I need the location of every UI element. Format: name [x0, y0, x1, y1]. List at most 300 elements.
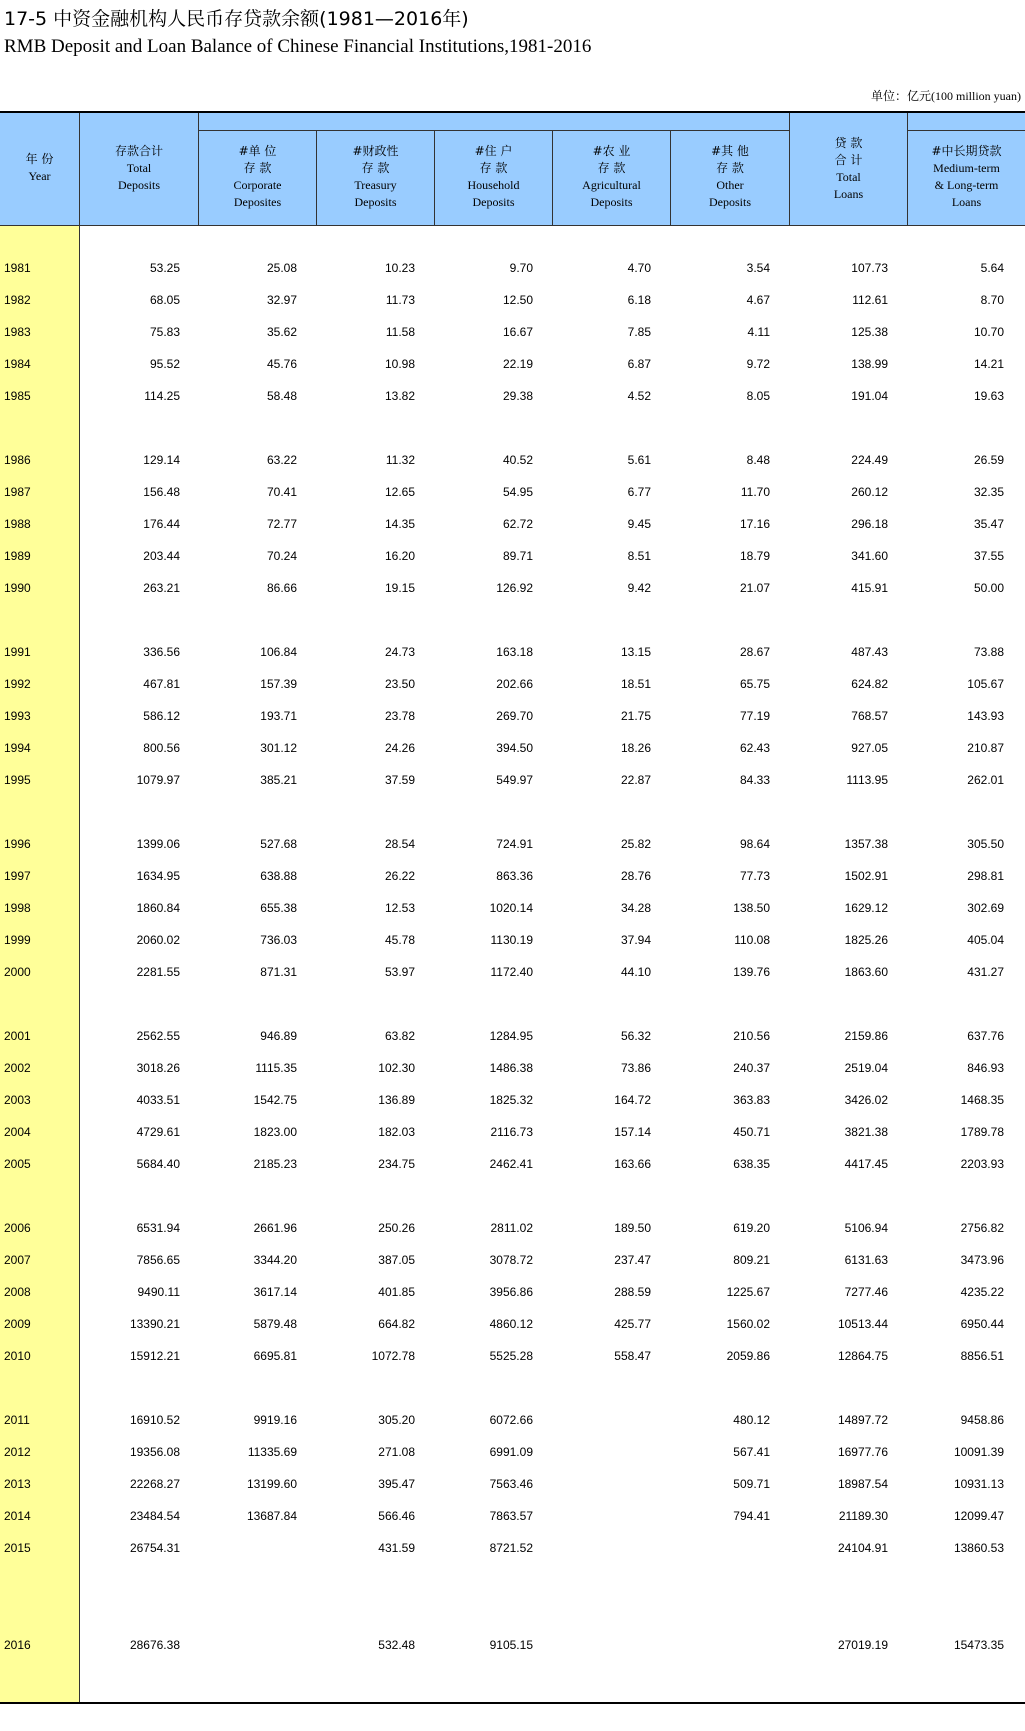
total-loans-cell: 1825.26 — [844, 933, 888, 947]
table-row — [0, 1636, 1025, 1656]
agricultural-deposits-cell: 157.14 — [614, 1125, 651, 1139]
corporate-deposits-cell: 35.62 — [266, 325, 297, 339]
treasury-deposits-cell: 45.78 — [384, 933, 415, 947]
long-term-loans-cell: 26.59 — [973, 453, 1004, 467]
treasury-deposits-cell: 271.08 — [378, 1445, 415, 1459]
page-title-cn: 17-5 中资金融机构人民币存贷款余额(1981—2016年) — [4, 8, 469, 30]
header-total-loans — [790, 113, 908, 226]
household-deposits-cell: 1130.19 — [490, 933, 533, 947]
agricultural-deposits-cell: 56.32 — [620, 1029, 651, 1043]
corporate-deposits-cell: 70.24 — [266, 549, 297, 563]
total-deposits-cell: 16910.52 — [129, 1413, 180, 1427]
other-deposits-cell: 9.72 — [746, 357, 770, 371]
total-deposits-cell: 467.81 — [143, 677, 180, 691]
agricultural-deposits-cell: 164.72 — [614, 1093, 651, 1107]
table-row — [0, 1411, 1025, 1431]
corporate-deposits-cell: 385.21 — [260, 773, 297, 787]
agricultural-deposits-cell: 22.87 — [620, 773, 651, 787]
agricultural-deposits-cell: 8.51 — [627, 549, 651, 563]
other-deposits-cell: 4.11 — [747, 325, 770, 339]
total-loans-cell: 24104.91 — [837, 1541, 888, 1555]
total-loans-cell: 3426.02 — [844, 1093, 888, 1107]
treasury-deposits-cell: 11.73 — [385, 293, 415, 307]
treasury-deposits-cell: 63.82 — [384, 1029, 415, 1043]
agricultural-deposits-cell: 7.85 — [627, 325, 651, 339]
long-term-loans-cell: 262.01 — [967, 773, 1004, 787]
corporate-deposits-cell: 5879.48 — [253, 1317, 297, 1331]
corporate-deposits-cell: 736.03 — [260, 933, 297, 947]
agricultural-deposits-cell: 28.76 — [620, 869, 651, 883]
agricultural-deposits-cell: 425.77 — [614, 1317, 651, 1331]
year-cell: 2005 — [4, 1157, 31, 1171]
corporate-deposits-cell: 11335.69 — [247, 1445, 297, 1459]
total-deposits-cell: 23484.54 — [129, 1509, 180, 1523]
total-loans-cell: 12864.75 — [837, 1349, 888, 1363]
other-deposits-cell: 17.16 — [739, 517, 770, 531]
other-deposits-cell: 210.56 — [733, 1029, 770, 1043]
header-year-cn: 年 份 — [25, 152, 54, 166]
long-term-loans-cell: 35.47 — [973, 517, 1004, 531]
long-term-loans-cell: 37.55 — [973, 549, 1004, 563]
household-deposits-cell: 2462.41 — [489, 1157, 533, 1171]
long-term-loans-cell: 12099.47 — [953, 1509, 1004, 1523]
treasury-deposits-cell: 136.89 — [378, 1093, 415, 1107]
corporate-deposits-cell: 13687.84 — [246, 1509, 297, 1523]
treasury-deposits-cell: 664.82 — [378, 1317, 415, 1331]
household-deposits-cell: 3956.86 — [489, 1285, 533, 1299]
agricultural-deposits-cell: 25.82 — [620, 837, 651, 851]
table-row — [0, 1475, 1025, 1495]
total-loans-cell: 296.18 — [851, 517, 888, 531]
year-cell: 2008 — [4, 1285, 31, 1299]
total-deposits-cell: 19356.08 — [129, 1445, 180, 1459]
year-cell: 1990 — [4, 581, 31, 595]
treasury-deposits-cell: 28.54 — [384, 837, 415, 851]
corporate-deposits-cell: 946.89 — [260, 1029, 297, 1043]
header-year — [0, 113, 80, 226]
total-deposits-cell: 336.56 — [143, 645, 180, 659]
total-loans-cell: 260.12 — [851, 485, 888, 499]
total-deposits-cell: 22268.27 — [129, 1477, 180, 1491]
household-deposits-cell: 62.72 — [502, 517, 533, 531]
long-term-loans-cell: 73.88 — [973, 645, 1004, 659]
corporate-deposits-cell: 86.66 — [266, 581, 297, 595]
total-deposits-cell: 1634.95 — [136, 869, 180, 883]
treasury-deposits-cell: 566.46 — [378, 1509, 415, 1523]
corporate-deposits-cell: 1542.75 — [253, 1093, 297, 1107]
year-cell: 1987 — [4, 485, 31, 499]
treasury-deposits-cell: 10.23 — [384, 261, 415, 275]
household-deposits-cell: 1486.38 — [489, 1061, 533, 1075]
long-term-loans-cell: 6950.44 — [960, 1317, 1004, 1331]
corporate-deposits-cell: 655.38 — [260, 901, 297, 915]
header-long-term-cn: #中长期贷款 — [931, 144, 1002, 158]
total-deposits-cell: 1860.84 — [136, 901, 180, 915]
long-term-loans-cell: 210.87 — [967, 741, 1004, 755]
treasury-deposits-cell: 395.47 — [378, 1477, 415, 1491]
other-deposits-cell: 77.19 — [739, 709, 770, 723]
long-term-loans-cell: 3473.96 — [960, 1253, 1004, 1267]
total-deposits-cell: 53.25 — [149, 261, 180, 275]
agricultural-deposits-cell: 288.59 — [614, 1285, 651, 1299]
corporate-deposits-cell: 3617.14 — [253, 1285, 297, 1299]
treasury-deposits-cell: 14.35 — [384, 517, 415, 531]
other-deposits-cell: 8.05 — [746, 389, 770, 403]
treasury-deposits-cell: 431.59 — [378, 1541, 415, 1555]
treasury-deposits-cell: 532.48 — [378, 1638, 415, 1652]
total-deposits-cell: 6531.94 — [136, 1221, 180, 1235]
total-deposits-cell: 26754.31 — [129, 1541, 180, 1555]
total-deposits-cell: 68.05 — [149, 293, 180, 307]
other-deposits-cell: 794.41 — [733, 1509, 770, 1523]
agricultural-deposits-cell: 189.50 — [614, 1221, 651, 1235]
agricultural-deposits-cell: 5.61 — [627, 453, 651, 467]
year-cell: 1985 — [4, 389, 31, 403]
other-deposits-cell: 28.67 — [739, 645, 770, 659]
household-deposits-cell: 202.66 — [496, 677, 533, 691]
total-loans-cell: 1502.91 — [844, 869, 888, 883]
other-deposits-cell: 450.71 — [733, 1125, 770, 1139]
total-loans-cell: 6131.63 — [844, 1253, 888, 1267]
header-loan-group-band — [908, 113, 1025, 131]
header-treasury-en1: Treasury — [354, 178, 397, 192]
corporate-deposits-cell: 13199.60 — [246, 1477, 297, 1491]
header-long-term-en1: Medium-term — [933, 161, 1000, 175]
corporate-deposits-cell: 25.08 — [266, 261, 297, 275]
total-deposits-cell: 9490.11 — [137, 1285, 180, 1299]
header-treasury-cn1: #财政性 — [352, 144, 399, 158]
header-total-deposits — [80, 113, 199, 226]
long-term-loans-cell: 8856.51 — [960, 1349, 1004, 1363]
total-loans-cell: 768.57 — [851, 709, 888, 723]
header-corporate-en2: Deposites — [233, 195, 282, 209]
total-deposits-cell: 1079.97 — [136, 773, 180, 787]
table-row — [0, 1315, 1025, 1335]
table-row — [0, 1507, 1025, 1527]
total-loans-cell: 224.49 — [851, 453, 888, 467]
long-term-loans-cell: 8.70 — [980, 293, 1004, 307]
total-deposits-cell: 176.44 — [143, 517, 180, 531]
header-household-en2: Deposits — [472, 195, 515, 209]
year-cell: 1981 — [4, 261, 31, 275]
corporate-deposits-cell: 301.12 — [260, 741, 297, 755]
treasury-deposits-cell: 37.59 — [384, 773, 415, 787]
year-cell: 1996 — [4, 837, 31, 851]
header-agricultural-en1: Agricultural — [582, 178, 641, 192]
long-term-loans-cell: 298.81 — [967, 869, 1004, 883]
long-term-loans-cell: 10931.13 — [953, 1477, 1004, 1491]
header-agricultural-cn1: #农 业 — [592, 144, 631, 158]
header-agricultural — [553, 131, 671, 226]
other-deposits-cell: 567.41 — [733, 1445, 770, 1459]
year-cell: 2016 — [4, 1638, 31, 1652]
other-deposits-cell: 62.43 — [739, 741, 770, 755]
corporate-deposits-cell: 3344.20 — [253, 1253, 297, 1267]
header-agricultural-en2: Deposits — [590, 195, 633, 209]
agricultural-deposits-cell: 9.42 — [627, 581, 651, 595]
treasury-deposits-cell: 24.73 — [384, 645, 415, 659]
long-term-loans-cell: 15473.35 — [953, 1638, 1004, 1652]
corporate-deposits-cell: 106.84 — [260, 645, 297, 659]
long-term-loans-cell: 5.64 — [980, 261, 1004, 275]
total-deposits-cell: 7856.65 — [136, 1253, 180, 1267]
table-row — [0, 323, 1025, 343]
year-cell: 1982 — [4, 293, 31, 307]
long-term-loans-cell: 405.04 — [967, 933, 1004, 947]
total-loans-cell: 10513.44 — [837, 1317, 888, 1331]
other-deposits-cell: 77.73 — [739, 869, 770, 883]
year-cell: 2014 — [4, 1509, 31, 1523]
corporate-deposits-cell: 1823.00 — [253, 1125, 297, 1139]
table-row — [0, 1027, 1025, 1047]
corporate-deposits-cell: 63.22 — [266, 453, 297, 467]
header-long-term-en3: Loans — [951, 195, 982, 209]
year-cell: 1986 — [4, 453, 31, 467]
household-deposits-cell: 9.70 — [509, 261, 533, 275]
table-row — [0, 1443, 1025, 1463]
household-deposits-cell: 6991.09 — [489, 1445, 533, 1459]
table-row — [0, 931, 1025, 951]
header-household-cn2: 存 款 — [479, 161, 508, 175]
other-deposits-cell: 509.71 — [733, 1477, 770, 1491]
table-row — [0, 291, 1025, 311]
other-deposits-cell: 480.12 — [733, 1413, 770, 1427]
long-term-loans-cell: 143.93 — [967, 709, 1004, 723]
treasury-deposits-cell: 16.20 — [384, 549, 415, 563]
total-loans-cell: 927.05 — [851, 741, 888, 755]
total-deposits-cell: 2562.55 — [136, 1029, 180, 1043]
table-row — [0, 675, 1025, 695]
treasury-deposits-cell: 401.85 — [378, 1285, 415, 1299]
household-deposits-cell: 1172.40 — [490, 965, 533, 979]
header-corporate-cn2: 存 款 — [243, 161, 272, 175]
year-cell: 1988 — [4, 517, 31, 531]
year-cell: 2006 — [4, 1221, 31, 1235]
household-deposits-cell: 1020.14 — [489, 901, 533, 915]
total-loans-cell: 27019.19 — [837, 1638, 888, 1652]
total-deposits-cell: 4729.61 — [136, 1125, 180, 1139]
total-deposits-cell: 1399.06 — [136, 837, 180, 851]
treasury-deposits-cell: 26.22 — [384, 869, 415, 883]
treasury-deposits-cell: 19.15 — [384, 581, 415, 595]
household-deposits-cell: 16.67 — [502, 325, 533, 339]
table-bottom-border — [0, 1702, 1025, 1704]
year-cell: 1984 — [4, 357, 31, 371]
header-treasury-en2: Deposits — [354, 195, 397, 209]
total-deposits-cell: 2060.02 — [136, 933, 180, 947]
total-loans-cell: 1629.12 — [844, 901, 888, 915]
header-total-deposits-cn: 存款合计 — [114, 144, 163, 158]
year-cell: 1997 — [4, 869, 31, 883]
agricultural-deposits-cell: 34.28 — [620, 901, 651, 915]
total-loans-cell: 1863.60 — [844, 965, 888, 979]
household-deposits-cell: 29.38 — [502, 389, 533, 403]
other-deposits-cell: 240.37 — [733, 1061, 770, 1075]
other-deposits-cell: 3.54 — [746, 261, 770, 275]
treasury-deposits-cell: 23.78 — [384, 709, 415, 723]
year-cell: 1999 — [4, 933, 31, 947]
long-term-loans-cell: 1789.78 — [960, 1125, 1004, 1139]
household-deposits-cell: 163.18 — [496, 645, 533, 659]
table-row — [0, 1539, 1025, 1559]
other-deposits-cell: 11.70 — [740, 485, 770, 499]
other-deposits-cell: 110.08 — [734, 933, 770, 947]
long-term-loans-cell: 1468.35 — [960, 1093, 1004, 1107]
header-other-cn2: 存 款 — [716, 161, 744, 175]
total-deposits-cell: 4033.51 — [136, 1093, 180, 1107]
other-deposits-cell: 4.67 — [746, 293, 770, 307]
year-cell: 1994 — [4, 741, 31, 755]
header-household-cn1: #住 户 — [474, 144, 513, 158]
treasury-deposits-cell: 305.20 — [378, 1413, 415, 1427]
corporate-deposits-cell: 6695.81 — [253, 1349, 297, 1363]
other-deposits-cell: 1225.67 — [726, 1285, 770, 1299]
page-title-en: RMB Deposit and Loan Balance of Chinese Financial Institutions,1981-2016 — [4, 36, 592, 57]
total-deposits-cell: 75.83 — [149, 325, 180, 339]
long-term-loans-cell: 10091.39 — [953, 1445, 1004, 1459]
agricultural-deposits-cell: 21.75 — [620, 709, 651, 723]
table-row — [0, 1091, 1025, 1111]
header-other-cn1: #其 他 — [711, 144, 749, 158]
header-long-term-en2: & Long-term — [934, 178, 999, 192]
corporate-deposits-cell: 9919.16 — [253, 1413, 297, 1427]
total-deposits-cell: 5684.40 — [136, 1157, 180, 1171]
header-total-loans-en2: Loans — [833, 187, 864, 201]
year-cell: 2001 — [4, 1029, 31, 1043]
agricultural-deposits-cell: 237.47 — [614, 1253, 651, 1267]
household-deposits-cell: 22.19 — [502, 357, 533, 371]
total-loans-cell: 191.04 — [851, 389, 888, 403]
agricultural-deposits-cell: 37.94 — [620, 933, 651, 947]
household-deposits-cell: 1284.95 — [489, 1029, 533, 1043]
treasury-deposits-cell: 24.26 — [384, 741, 415, 755]
year-cell: 2002 — [4, 1061, 31, 1075]
total-deposits-cell: 156.48 — [143, 485, 180, 499]
other-deposits-cell: 363.83 — [733, 1093, 770, 1107]
household-deposits-cell: 126.92 — [496, 581, 533, 595]
long-term-loans-cell: 305.50 — [967, 837, 1004, 851]
total-loans-cell: 18987.54 — [837, 1477, 888, 1491]
total-deposits-cell: 800.56 — [143, 741, 180, 755]
total-loans-cell: 7277.46 — [844, 1285, 888, 1299]
agricultural-deposits-cell: 73.86 — [620, 1061, 651, 1075]
total-deposits-cell: 129.14 — [143, 453, 180, 467]
unit-label: 单位：亿元(100 million yuan) — [871, 89, 1021, 103]
other-deposits-cell: 8.48 — [746, 453, 770, 467]
household-deposits-cell: 724.91 — [496, 837, 533, 851]
table-row — [0, 579, 1025, 599]
long-term-loans-cell: 302.69 — [967, 901, 1004, 915]
household-deposits-cell: 4860.12 — [489, 1317, 533, 1331]
table-row — [0, 1219, 1025, 1239]
header-year-en: Year — [28, 169, 51, 183]
total-deposits-cell: 114.25 — [144, 389, 180, 403]
total-deposits-cell: 3018.26 — [136, 1061, 180, 1075]
other-deposits-cell: 21.07 — [739, 581, 770, 595]
agricultural-deposits-cell: 558.47 — [614, 1349, 651, 1363]
header-long-term — [908, 131, 1025, 226]
household-deposits-cell: 54.95 — [502, 485, 533, 499]
long-term-loans-cell: 105.67 — [967, 677, 1004, 691]
year-cell: 1983 — [4, 325, 31, 339]
long-term-loans-cell: 637.76 — [967, 1029, 1004, 1043]
corporate-deposits-cell: 32.97 — [266, 293, 297, 307]
long-term-loans-cell: 13860.53 — [953, 1541, 1004, 1555]
table-row — [0, 515, 1025, 535]
treasury-deposits-cell: 10.98 — [384, 357, 415, 371]
year-cell: 2004 — [4, 1125, 31, 1139]
agricultural-deposits-cell: 6.87 — [627, 357, 651, 371]
treasury-deposits-cell: 11.32 — [385, 453, 415, 467]
header-other-en2: Deposits — [709, 195, 751, 209]
household-deposits-cell: 7563.46 — [489, 1477, 533, 1491]
long-term-loans-cell: 19.63 — [973, 389, 1004, 403]
table-row — [0, 355, 1025, 375]
corporate-deposits-cell: 1115.35 — [255, 1061, 297, 1075]
table-row — [0, 963, 1025, 983]
other-deposits-cell: 65.75 — [739, 677, 770, 691]
long-term-loans-cell: 431.27 — [967, 965, 1004, 979]
year-cell: 2010 — [4, 1349, 31, 1363]
other-deposits-cell: 809.21 — [733, 1253, 770, 1267]
household-deposits-cell: 1825.32 — [489, 1093, 533, 1107]
total-loans-cell: 624.82 — [851, 677, 888, 691]
table-row — [0, 1283, 1025, 1303]
long-term-loans-cell: 50.00 — [973, 581, 1004, 595]
treasury-deposits-cell: 102.30 — [378, 1061, 415, 1075]
household-deposits-cell: 89.71 — [502, 549, 533, 563]
corporate-deposits-cell: 638.88 — [260, 869, 297, 883]
table-row — [0, 899, 1025, 919]
header-household — [435, 131, 553, 226]
corporate-deposits-cell: 58.48 — [266, 389, 297, 403]
corporate-deposits-cell: 527.68 — [260, 837, 297, 851]
total-loans-cell: 125.38 — [851, 325, 888, 339]
total-deposits-cell: 263.21 — [143, 581, 180, 595]
treasury-deposits-cell: 387.05 — [378, 1253, 415, 1267]
total-loans-cell: 16977.76 — [837, 1445, 888, 1459]
total-loans-cell: 112.61 — [852, 293, 888, 307]
household-deposits-cell: 394.50 — [496, 741, 533, 755]
year-cell: 2015 — [4, 1541, 31, 1555]
year-cell: 1995 — [4, 773, 31, 787]
household-deposits-cell: 6072.66 — [489, 1413, 533, 1427]
table-row — [0, 1347, 1025, 1367]
table-row — [0, 387, 1025, 407]
total-loans-cell: 4417.45 — [844, 1157, 888, 1171]
total-loans-cell: 341.60 — [851, 549, 888, 563]
long-term-loans-cell: 14.21 — [973, 357, 1004, 371]
table-row — [0, 1251, 1025, 1271]
other-deposits-cell: 139.76 — [733, 965, 770, 979]
total-loans-cell: 487.43 — [851, 645, 888, 659]
total-loans-cell: 21189.30 — [838, 1509, 888, 1523]
total-deposits-cell: 203.44 — [143, 549, 180, 563]
treasury-deposits-cell: 12.53 — [384, 901, 415, 915]
header-other — [671, 131, 790, 226]
agricultural-deposits-cell: 18.26 — [620, 741, 651, 755]
header-other-en1: Other — [716, 178, 744, 192]
table-row — [0, 451, 1025, 471]
household-deposits-cell: 5525.28 — [489, 1349, 533, 1363]
other-deposits-cell: 18.79 — [739, 549, 770, 563]
header-total-loans-en1: Total — [836, 170, 861, 184]
table-row — [0, 771, 1025, 791]
household-deposits-cell: 2116.73 — [490, 1125, 533, 1139]
total-loans-cell: 2159.86 — [844, 1029, 888, 1043]
total-loans-cell: 3821.38 — [844, 1125, 888, 1139]
year-cell: 2011 — [4, 1413, 30, 1427]
